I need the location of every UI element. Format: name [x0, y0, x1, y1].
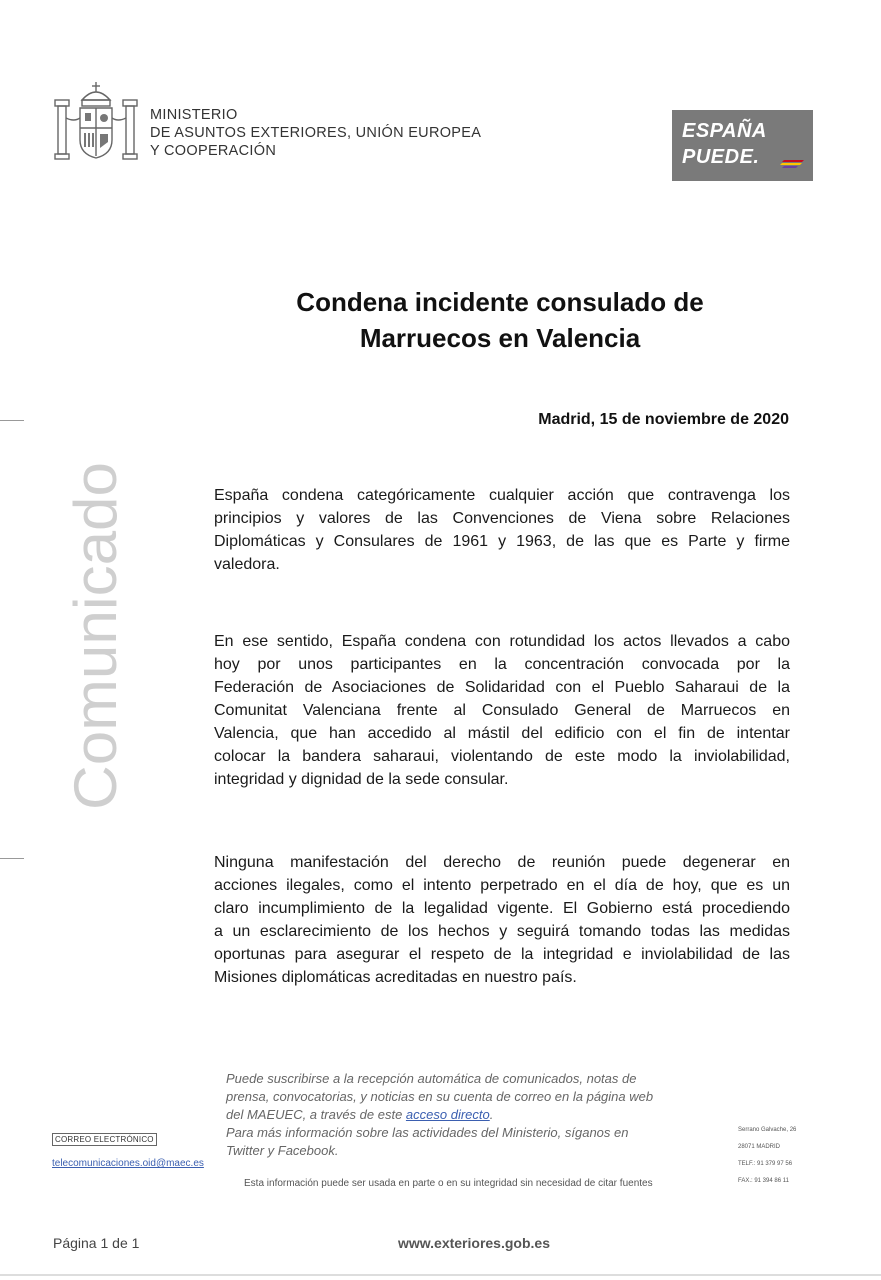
address-line: FAX.: 91 394 86 11: [738, 1178, 789, 1184]
paragraph-line: valedora.: [214, 556, 280, 573]
ministry-line-3: Y COOPERACIÓN: [150, 143, 277, 159]
subscribe-line-2: prensa, convocatorias, y noticias en su cuenta de correo en la página web: [226, 1089, 654, 1104]
paragraph-line: España condena categóricamente cualquier acción que contravenga los: [214, 487, 790, 504]
paragraph-line: integridad y dignidad de la sede consular.: [214, 771, 509, 788]
paragraph-line: oportunas para asegurar el respeto de la integridad e inviolabilidad de las: [214, 946, 790, 963]
paragraph-line: a un esclarecimiento de los hechos y seguirá tomando todas las medidas: [214, 923, 790, 940]
ministry-name: [150, 106, 481, 160]
paragraph-line: Valencia, que han accedido al mástil del edificio con el fin de intentar: [214, 725, 790, 742]
brand-line-1: ESPAÑA: [682, 120, 767, 142]
paragraph-line: Ninguna manifestación del derecho de reunión puede degenerar en: [214, 854, 790, 871]
paragraph-line: Misiones diplomáticas acreditadas en nuestro país.: [214, 969, 577, 986]
paragraph-line: claro incumplimiento de la legalidad vigente. El Gobierno está procediendo: [214, 900, 790, 917]
side-rule-bottom: [0, 858, 24, 859]
page-number: Página 1 de 1: [53, 1235, 140, 1251]
subscribe-line-3: [226, 1106, 726, 1124]
website-link[interactable]: www.exteriores.gob.es: [398, 1235, 550, 1251]
subscribe-line-3-prefix: del MAEUEC, a través de este: [226, 1107, 406, 1122]
email-link[interactable]: telecomunicaciones.oid@maec.es: [52, 1158, 204, 1169]
paragraph-line: hoy por unos participantes en la concentración convocada por la: [214, 656, 790, 673]
ministry-line-1: MINISTERIO: [150, 107, 238, 123]
ministry-line-2: DE ASUNTOS EXTERIORES, UNIÓN EUROPEA: [150, 125, 482, 141]
subscribe-line-3-suffix: .: [489, 1107, 494, 1122]
title-line-2: Marruecos en Valencia: [359, 323, 641, 353]
subscribe-line-4: Para más información sobre las actividades del Ministerio, síganos en: [226, 1125, 629, 1140]
email-label: CORREO ELECTRÓNICO: [52, 1133, 157, 1146]
subscribe-line-5: Twitter y Facebook.: [226, 1143, 339, 1158]
paragraph-line: Diplomáticas y Consulares de 1961 y 1963, de las que es Parte y firme: [214, 533, 790, 550]
ministry-address: [738, 1122, 796, 1190]
bottom-divider: [0, 1274, 881, 1276]
brand-line-2: PUEDE.: [682, 146, 760, 168]
subscription-notice: [226, 1070, 726, 1160]
usage-notice: Esta información puede ser usada en parte o en su integridad sin necesidad de citar fuentes: [244, 1178, 653, 1189]
address-line: TELF.: 91 379 97 56: [738, 1161, 793, 1167]
paragraph-line: principios y valores de las Convenciones de Viena sobre Relaciones: [214, 510, 790, 527]
subscribe-line-1: Puede suscribirse a la recepción automática de comunicados, notas de: [226, 1071, 637, 1086]
paragraph-line: acciones ilegales, como el intento perpetrado en el día de hoy, que es un: [214, 877, 790, 894]
paragraph-line: Federación de Asociaciones de Solidaridad con el Pueblo Saharaui de la: [214, 679, 790, 696]
dateline: Madrid, 15 de noviembre de 2020: [538, 411, 789, 428]
page-title: [180, 284, 820, 356]
side-rule-top: [0, 420, 24, 421]
comunicado-side-label: [60, 460, 130, 820]
paragraph-1: [214, 484, 790, 576]
flag-stripes-icon: [780, 160, 804, 168]
spanish-coat-of-arms-icon: [52, 78, 140, 168]
address-line: Serrano Galvache, 26: [738, 1127, 797, 1133]
paragraph-line: Comunitat Valenciana frente al Consulado General de Marruecos en: [214, 702, 790, 719]
comunicado-text: Comunicado: [62, 473, 129, 810]
espana-puede-logo: [672, 110, 813, 181]
title-line-1: Condena incidente consulado de: [296, 287, 704, 317]
direct-access-link[interactable]: acceso directo: [405, 1107, 490, 1122]
address-line: 28071 MADRID: [738, 1144, 781, 1150]
paragraph-line: colocar la bandera saharaui, violentando de este modo la inviolabilidad,: [214, 748, 790, 765]
paragraph-line: En ese sentido, España condena con rotundidad los actos llevados a cabo: [214, 633, 790, 650]
paragraph-3: [214, 851, 790, 989]
paragraph-2: [214, 630, 790, 791]
